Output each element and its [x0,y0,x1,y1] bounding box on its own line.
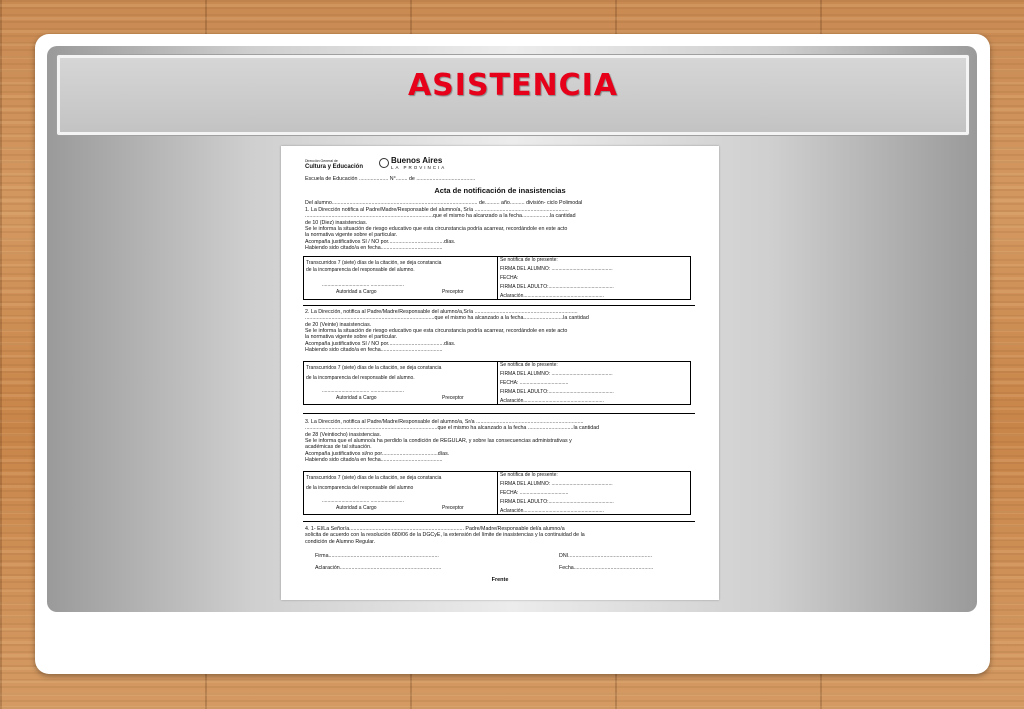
preceptor-label: Preceptor [442,505,464,511]
box-right-text: FECHA: ................................... [500,380,569,386]
section-line: de 20 (Veinte) inasistencias. [305,321,372,328]
section-line: ........................................................................................que el mismo ha alcanzado a la fecha...........................la cantidad [305,315,589,322]
title-bar [57,55,969,135]
logo-right-text: Buenos Aires [391,156,443,165]
section-line: Acompaña justificativos SI / NO por......................................días. [305,238,456,245]
buenos-aires-logo [391,157,446,171]
box-right-text: FIRMA DEL ALUMNO: ............................................ [500,371,613,377]
box-right-text: Se notifica de lo presente: [500,472,558,478]
authority-label: Autoridad a Cargo [336,505,377,511]
section-line: Acompaña justificativos SI / NO por......................................días. [305,340,456,347]
section-line: Habiendo sido citado/a en fecha.......................................... [305,245,443,252]
box-right-text: FIRMA DEL ADULTO:............................................... [500,389,614,395]
box-text: Transcurridos 7 (siete) días de la citación, se deja constancia [306,365,442,371]
box-text: de la incomparencia del responsable del alumno [306,485,414,491]
box-right-text: FECHA: ................................... [500,490,569,496]
section-line: Se le informa la situación de riesgo educativo que esta circunstancia podría acarrear, recordándole en este acto [305,226,568,233]
notice-box-1 [303,256,691,300]
box-right-text: Se notifica de lo presente: [500,362,558,368]
section-divider [303,521,695,522]
section-line: solicita de acuerdo con la resolución 680/06 de la DGCyE, la extensión del límite de inasistencias y la continuidad de la [305,532,585,539]
section-1 [305,207,576,251]
culture-education-logo [305,158,363,170]
signature-dots: .................................. ........................ [322,498,404,504]
content-panel [47,46,977,612]
box-right-text: FIRMA DEL ALUMNO: ............................................ [500,266,613,272]
section-line: 1. La Dirección notifica al Padre/Madre/Responsable del alumno/a, Sr/a ................................................................ [305,207,569,213]
section-line: 4. 1- El/La Señor/a.............................................................................. Padre/Madre/Responsable del/a alumno/a [305,526,565,532]
slide-title: ASISTENCIA [407,68,619,103]
notification-form-image [281,146,719,600]
box-right-text: FECHA: [500,275,519,281]
section-line: condición de Alumno Regular. [305,538,376,545]
authority-label: Autoridad a Cargo [336,395,377,401]
sign-fecha: Fecha...................................................... [559,565,654,571]
form-title: Acta de notificación de inasistencias [434,186,566,195]
section-line: de 28 (Veintiocho) inasistencias. [305,431,381,438]
box-text: de la incomparencia del responsable del alumno. [306,375,415,381]
page-footer: Frente [491,577,509,583]
sign-aclaracion: Aclaración..................................................................... [315,565,442,571]
signature-dots: .................................. ........................ [322,282,404,288]
section-line: académicas de tal situación. [305,444,372,451]
box-right-text: Aclaración.......................................................... [500,508,604,514]
section-divider [303,305,695,306]
signature-dots: .................................. ........................ [322,388,404,394]
section-line: la normativa vigente sobre el particular. [305,232,398,239]
section-line: Se le informa que el alumno/a ha perdido la condición de REGULAR, y sobre las consecuencias administrativas y [305,438,572,445]
box-right-text: FIRMA DEL ALUMNO: ............................................ [500,481,613,487]
sign-dni: DNI......................................................... [559,553,653,559]
logo-left-text: Cultura y Educación [305,164,364,170]
preceptor-label: Preceptor [442,395,464,401]
student-line: Del alumno................................................................................................... de.......... año.......... división- ciclo Polimodal [305,200,583,206]
section-line: Habiendo sido citado/a en fecha.......................................... [305,457,443,464]
box-text: de la incomparencia del responsable del alumno. [306,267,415,273]
box-right-text: FIRMA DEL ADULTO:............................................... [500,284,614,290]
preceptor-label: Preceptor [442,289,464,295]
section-2 [305,309,589,353]
section-line: ..........................................................................................que el mismo ha alcanzado a la fecha ...............................la cantidad [305,425,600,432]
box-right-text: FIRMA DEL ADULTO:............................................... [500,499,614,505]
section-line: Habiendo sido citado/a en fecha.......................................... [305,347,443,354]
box-text: Transcurridos 7 (siete) días de la citación, se deja constancia [306,260,442,266]
section-line: Se le informa la situación de riesgo educativo que esta circunstancia podría acarrear, recordándole en este acto [305,328,568,335]
section-divider [303,413,695,414]
notice-box-3 [303,471,691,515]
slide [35,34,990,674]
logo-right-sub: LA PROVINCIA [391,165,447,170]
section-line: 3. La Dirección, notifica al Padre/Madre/Responsable del alumno/a, Sr/a ......................................................................... [305,419,584,425]
school-line: Escuela de Educación .................... N°........ de ........................................ [305,176,476,182]
section-4 [305,526,585,545]
section-line: la normativa vigente sobre el particular. [305,334,398,341]
box-text: Transcurridos 7 (siete) días de la citación, se deja constancia [306,475,442,481]
authority-label: Autoridad a Cargo [336,289,377,295]
province-seal-icon [379,158,389,168]
section-line: 2. La Dirección, notifica al Padre/Madre/Responsable del alumno/a,Sr/a ...................................................................... [305,309,578,315]
section-3 [305,419,599,463]
section-line: .......................................................................................que el mismo ha alcanzado a la fecha...................la cantidad [305,213,576,220]
notice-box-2 [303,361,691,405]
box-right-text: Aclaración.......................................................... [500,293,604,299]
sign-firma: Firma........................................................................... [315,553,439,559]
section-line: Acompaña justificativos si/no por......................................días. [305,450,450,457]
box-right-text: Aclaración.......................................................... [500,398,604,404]
logo-left-small: Dirección General de [305,159,338,163]
box-right-text: Se notifica de lo presente: [500,257,558,263]
section-line: de 10 (Diez) inasistencias. [305,219,368,226]
